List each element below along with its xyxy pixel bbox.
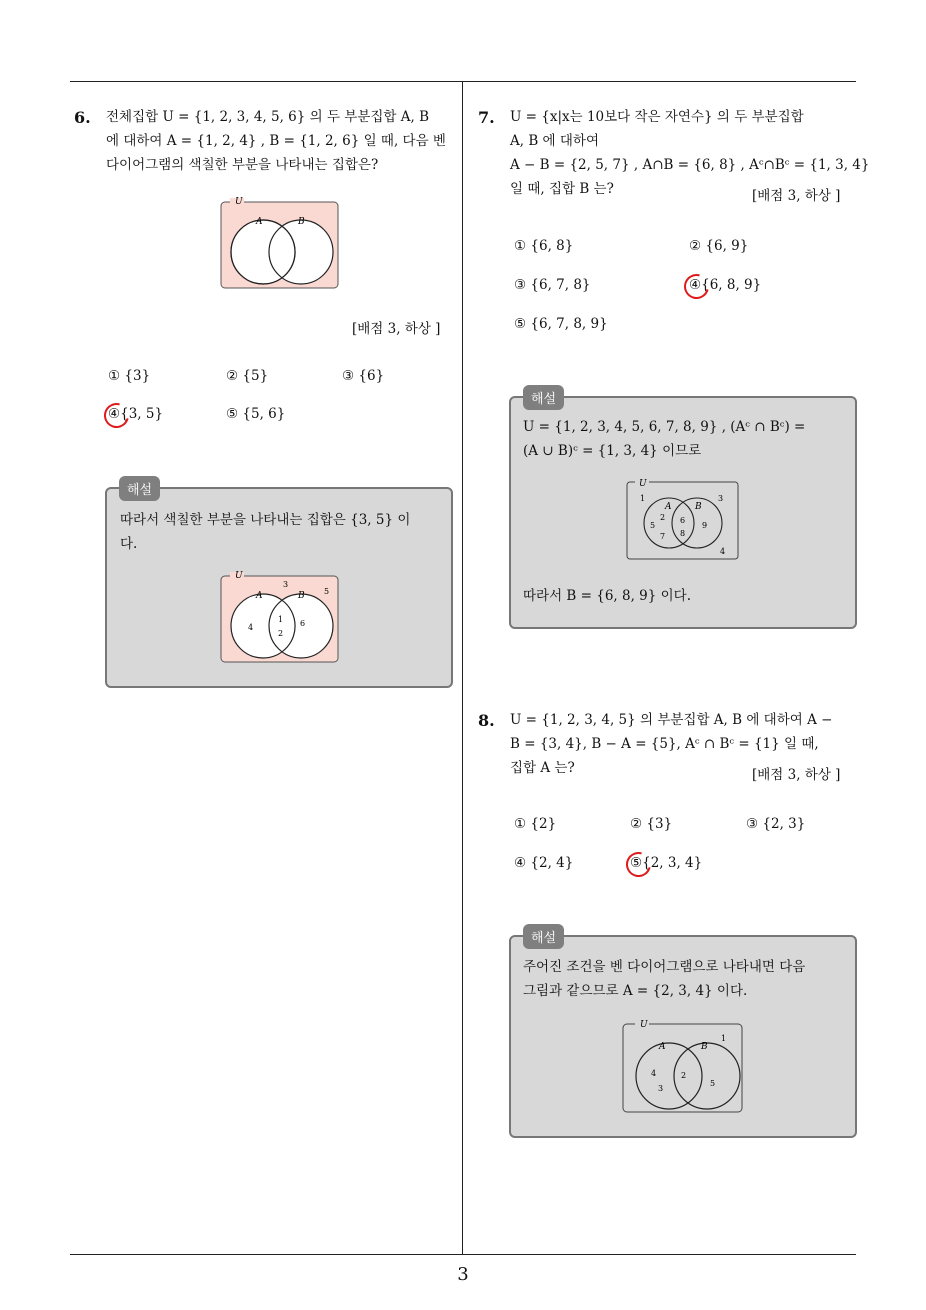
sol-venn-value: 6 xyxy=(300,619,306,628)
choice-mark: ① xyxy=(514,816,527,832)
q8-solution-text xyxy=(523,955,805,1003)
q8-score: [배점 3, 하상 ] xyxy=(752,767,841,783)
choice-text: {6, 8, 9} xyxy=(701,277,762,293)
q7-solution-line-1: U = {1, 2, 3, 4, 5, 6, 7, 8, 9} , (Aᶜ ∩ Bᶜ) = xyxy=(523,419,806,435)
sol-venn-label-b: B xyxy=(695,502,702,512)
q6-solution-line-1: 따라서 색칠한 부분을 나타내는 집합은 {3, 5} 이 xyxy=(120,512,411,528)
choice-text: {6, 9} xyxy=(705,238,749,254)
sol-venn-label-a: A xyxy=(659,1042,666,1052)
q7-solution-text xyxy=(523,415,805,463)
q7-number: 7. xyxy=(478,108,495,127)
q6-venn-diagram xyxy=(218,196,342,292)
q6-choice-2[interactable] xyxy=(226,368,268,384)
sol-venn-value: 4 xyxy=(720,547,726,556)
choice-mark: ① xyxy=(108,368,121,384)
q7-answer-mark xyxy=(679,269,713,303)
choice-mark: ② xyxy=(630,816,643,832)
q8-solution-line-2: 그림과 같으므로 A = {2, 3, 4} 이다. xyxy=(523,983,748,999)
choice-text: {2} xyxy=(530,816,557,832)
sol-venn-label-a: A xyxy=(256,591,263,601)
choice-mark: ④ xyxy=(108,406,121,422)
q6-line-2: 에 대하여 A = {1, 2, 4} , B = {1, 2, 6} 일 때, 다음 벤 xyxy=(106,133,446,149)
choice-text: {3, 5} xyxy=(120,406,164,422)
q6-stem xyxy=(106,105,458,177)
choice-mark: ① xyxy=(514,238,527,254)
choice-mark: ⑤ xyxy=(226,406,239,422)
sol-venn-value: 2 xyxy=(660,513,666,522)
bottom-rule xyxy=(70,1254,856,1255)
choice-mark: ⑤ xyxy=(514,316,527,332)
q6-choice-5[interactable] xyxy=(226,406,285,422)
q6-solution-tag: 해설 xyxy=(119,476,160,501)
sol-venn-label-u: U xyxy=(640,1020,648,1030)
choice-text: {2, 3, 4} xyxy=(642,855,703,871)
q7-line-2: A, B 에 대하여 xyxy=(510,133,599,149)
choice-text: {6, 8} xyxy=(530,238,574,254)
choice-text: {3} xyxy=(124,368,151,384)
q8-line-1: U = {1, 2, 3, 4, 5} 의 부분집합 A, B 에 대하여 A − xyxy=(510,712,833,728)
q7-solution-line-2: (A ∪ B)ᶜ = {1, 3, 4} 이므로 xyxy=(523,443,702,459)
sol-venn-value: 1 xyxy=(278,615,284,624)
choice-text: {3} xyxy=(646,816,673,832)
choice-mark: ④ xyxy=(514,855,527,871)
sol-venn-value: 8 xyxy=(680,529,686,538)
q6-solution-venn xyxy=(218,570,342,666)
q7-choice-2[interactable] xyxy=(689,238,748,254)
q7-choice-3[interactable] xyxy=(514,277,591,293)
q8-choice-3[interactable] xyxy=(746,816,805,832)
sol-venn-value: 5 xyxy=(710,1079,716,1088)
choice-mark: ④ xyxy=(689,277,702,293)
q6-answer-mark xyxy=(99,398,133,432)
choice-mark: ⑤ xyxy=(630,855,643,871)
q7-line-1: U = {x|x는 10보다 작은 자연수} 의 두 부분집합 xyxy=(510,109,804,125)
q7-choice-5[interactable] xyxy=(514,316,608,332)
q6-solution-text xyxy=(120,508,410,556)
q6-choice-3[interactable] xyxy=(342,368,384,384)
q6-solution-line-2: 다. xyxy=(120,536,138,552)
sol-venn-value: 3 xyxy=(283,580,289,589)
choice-text: {5, 6} xyxy=(242,406,286,422)
choice-mark: ② xyxy=(226,368,239,384)
q6-line-1: 전체집합 U = {1, 2, 3, 4, 5, 6} 의 두 부분집합 A, B xyxy=(106,109,430,125)
choice-mark: ② xyxy=(689,238,702,254)
choice-text: {2, 3} xyxy=(762,816,806,832)
choice-text: {2, 4} xyxy=(530,855,574,871)
sol-venn-value: 5 xyxy=(650,521,656,530)
q8-answer-mark xyxy=(621,847,655,881)
sol-venn-label-u: U xyxy=(235,571,243,581)
q8-line-2: B = {3, 4}, B − A = {5}, Aᶜ ∩ Bᶜ = {1} 일 때, xyxy=(510,736,819,752)
choice-mark: ③ xyxy=(342,368,355,384)
top-rule xyxy=(70,81,856,82)
sol-venn-value: 5 xyxy=(324,587,330,596)
q8-line-3: 집합 A 는? xyxy=(510,760,575,776)
q7-score: [배점 3, 하상 ] xyxy=(752,188,841,204)
q8-solution-tag: 해설 xyxy=(523,924,564,949)
sol-venn-value: 9 xyxy=(702,521,708,530)
sol-venn-label-u: U xyxy=(639,479,647,489)
q8-choice-4[interactable] xyxy=(514,855,573,871)
choice-text: {6, 7, 8} xyxy=(530,277,591,293)
sol-venn-value: 3 xyxy=(658,1084,664,1093)
choice-mark: ③ xyxy=(514,277,527,293)
q6-label-a: A xyxy=(256,217,263,227)
sol-venn-value: 4 xyxy=(651,1069,657,1078)
q8-solution-line-1: 주어진 조건을 벤 다이어그램으로 나타내면 다음 xyxy=(523,959,806,975)
column-divider xyxy=(462,82,463,1254)
q7-choice-1[interactable] xyxy=(514,238,573,254)
q7-solution-venn xyxy=(625,476,741,562)
choice-text: {6} xyxy=(358,368,385,384)
choice-mark: ③ xyxy=(746,816,759,832)
page-number: 3 xyxy=(457,1264,469,1285)
sol-venn-label-b: B xyxy=(701,1042,708,1052)
sol-venn-value: 1 xyxy=(721,1034,727,1043)
q7-line-3: A − B = {2, 5, 7} , A∩B = {6, 8} , Aᶜ∩Bᶜ = {1, 3, 4} xyxy=(510,157,870,173)
q6-score: [배점 3, 하상 ] xyxy=(352,321,441,337)
sol-venn-value: 6 xyxy=(680,516,686,525)
q6-choice-1[interactable] xyxy=(108,368,150,384)
sol-venn-value: 1 xyxy=(640,494,646,503)
q8-number: 8. xyxy=(478,711,495,730)
q6-label-u: U xyxy=(235,197,243,207)
sol-venn-value: 2 xyxy=(681,1071,687,1080)
sol-venn-value: 4 xyxy=(248,623,254,632)
q8-solution-venn xyxy=(621,1016,745,1116)
q7-solution-conclusion: 따라서 B = {6, 8, 9} 이다. xyxy=(523,588,692,604)
sol-venn-label-a: A xyxy=(665,502,672,512)
choice-text: {6, 7, 8, 9} xyxy=(530,316,608,332)
q8-choice-1[interactable] xyxy=(514,816,556,832)
q6-line-3: 다이어그램의 색칠한 부분을 나타내는 집합은? xyxy=(106,157,379,173)
q6-circle-b xyxy=(269,220,333,284)
q8-choice-2[interactable] xyxy=(630,816,672,832)
sol-venn-value: 2 xyxy=(278,629,284,638)
q6-label-b: B xyxy=(298,217,305,227)
sol-venn-label-b: B xyxy=(298,591,305,601)
choice-text: {5} xyxy=(242,368,269,384)
sol-venn-value: 3 xyxy=(718,494,724,503)
q6-number: 6. xyxy=(74,108,91,127)
q7-line-4: 일 때, 집합 B 는? xyxy=(510,181,614,197)
q7-solution-tag: 해설 xyxy=(523,385,564,410)
sol-venn-value: 7 xyxy=(660,532,666,541)
